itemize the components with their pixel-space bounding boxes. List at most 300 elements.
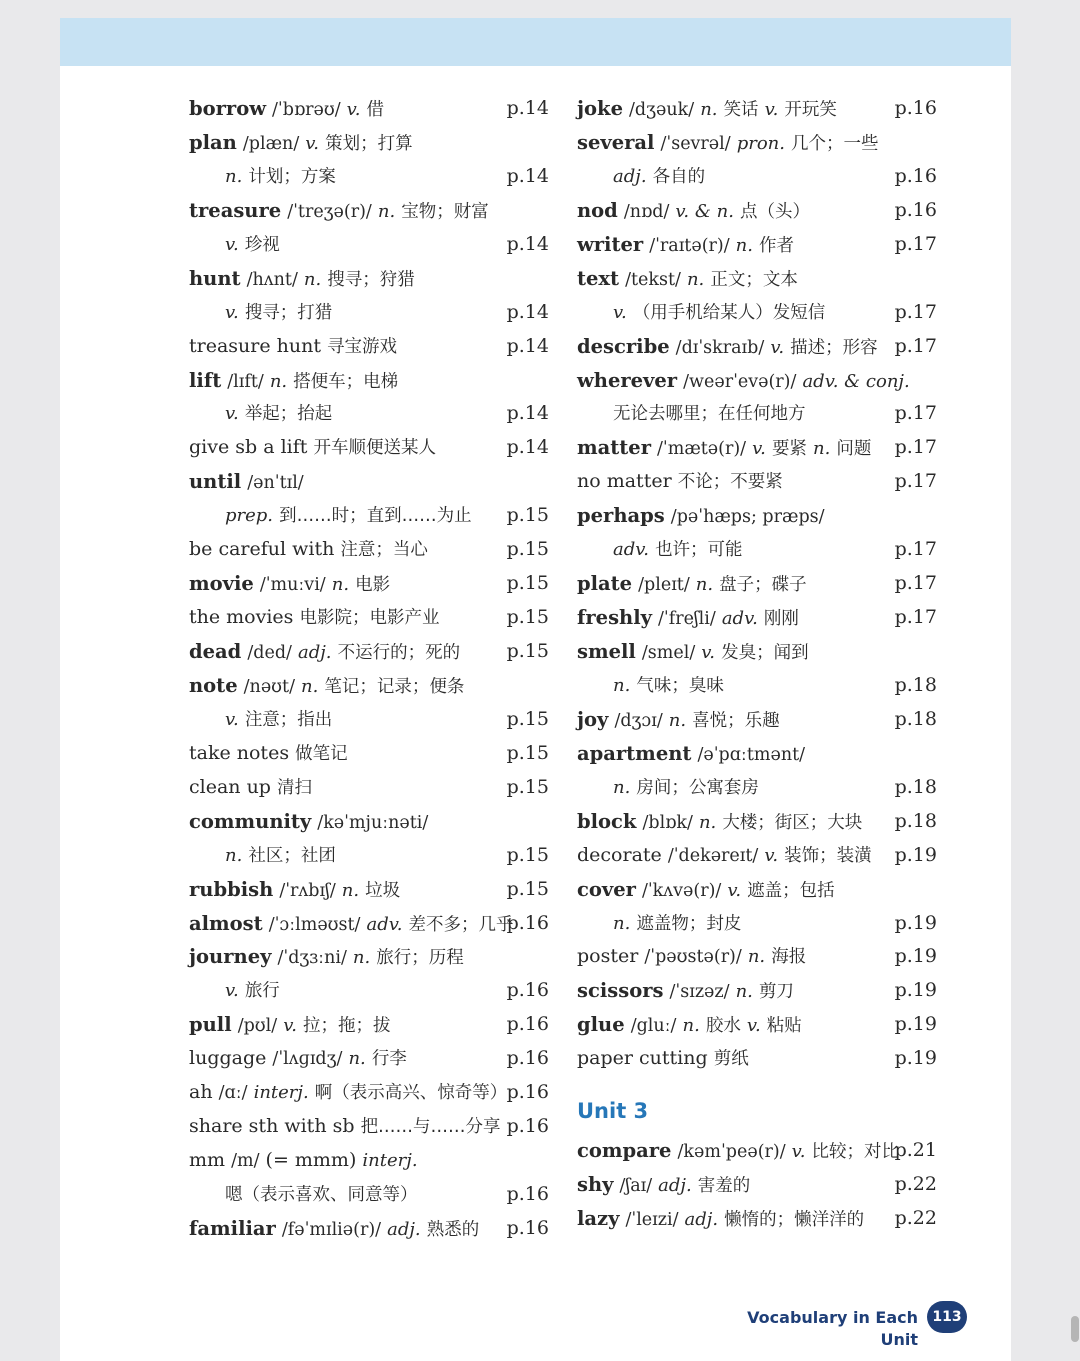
phrase: give sb a lift [189,436,308,459]
chinese-meaning: 清扫 [277,777,313,798]
phonetic: /pʊl/ [237,1016,278,1037]
phonetic: /weərˈevə(r)/ [683,371,797,392]
part-of-speech: v. [225,233,239,255]
entry-text [189,567,390,603]
headword: lift [189,368,222,392]
page-ref: p.15 [506,741,549,764]
entry-text [189,194,489,230]
headword: block [577,809,637,833]
page-ref: p.19 [894,1013,937,1036]
page-ref: p.19 [894,843,937,866]
entry-text [189,1144,418,1179]
entry-text [613,533,743,568]
phonetic: /dɪˈskraɪb/ [675,337,765,358]
headword: lazy [577,1207,620,1231]
part-of-speech: v. [752,438,766,460]
vocab-entry [189,669,549,703]
headword: journey [189,945,272,969]
phonetic: /ˈdʒɜːni/ [277,948,347,969]
page-ref: p.14 [506,97,549,119]
chinese-meaning: 也许；可能 [655,540,743,561]
phonetic: /plæn/ [242,133,300,154]
page-ref: p.19 [894,1047,937,1070]
part-of-speech: adv. & conj. [802,370,910,392]
chinese-meaning: 发臭；闻到 [721,643,809,663]
part-of-speech: n. [668,709,687,731]
page-ref: p.22 [894,1173,937,1196]
chinese-meaning: 正文；文本 [710,269,798,290]
vocab-entry [577,228,937,262]
vocab-entry [577,601,937,635]
chinese-meaning: 拉；拖；拔 [303,1016,391,1037]
entry-text [189,1076,507,1111]
headword: almost [189,911,263,935]
chinese-meaning: 描述；形容 [790,337,878,358]
entry-text [613,160,705,195]
vocab-entry [189,194,549,228]
part-of-speech: n. [303,268,322,290]
phonetic: /ˈkʌvə(r)/ [641,880,722,901]
part-of-speech: v. [791,1141,806,1163]
chinese-meaning: 气味；臭味 [636,675,724,696]
page-ref: p.16 [894,97,937,119]
part-of-speech: adv. [366,913,403,935]
phrase: share sth with sb [189,1115,355,1138]
vocab-entry [189,262,549,296]
phonetic: /ˈtreʒə(r)/ [287,201,372,222]
headword: joy [577,707,609,731]
page-ref: p.22 [894,1207,937,1230]
headword: scissors [577,979,664,1003]
phrase: ah [189,1081,213,1104]
entry-text [189,873,400,909]
chinese-meaning: 剪刀 [758,982,794,1003]
part-of-speech: n. [225,844,243,866]
entry-text [189,1008,391,1044]
page-ref: p.16 [506,911,549,934]
part-of-speech: n. [331,574,350,596]
headword: shy [577,1173,614,1197]
headword: writer [577,232,644,256]
entry-text [189,262,415,298]
part-of-speech: v. [764,99,779,120]
chinese-meaning: 比较；对比 [811,1142,899,1163]
headword: apartment [577,741,692,765]
entry-text [577,839,872,874]
part-of-speech: n. [348,1048,366,1070]
chinese-meaning: 喜悦；乐趣 [692,710,780,731]
vocab-entry [189,1042,549,1076]
vocab-entry [189,465,549,499]
headword: note [189,673,238,697]
part-of-speech: adj. [387,1218,421,1240]
part-of-speech: v. [770,336,785,358]
page-ref: p.15 [506,538,549,561]
part-of-speech: n. [735,234,753,256]
chinese-meaning: 寻宝游戏 [327,336,398,357]
entry-text [189,1212,479,1248]
phrase: clean up [189,775,271,798]
phonetic: /ˈɔːlməʊst/ [268,914,361,935]
phonetic: /kəˈmjuːnəti/ [317,812,429,833]
part-of-speech: adj. [684,1209,719,1231]
part-of-speech: n. [698,811,717,833]
page-ref: p.21 [894,1139,937,1162]
chinese-meaning: 不论；不要紧 [677,472,783,493]
vocab-entry [189,92,549,126]
page-ref: p.14 [506,232,549,255]
vocab-entry [189,601,549,635]
chinese-meaning: 问题 [836,439,872,460]
chinese-meaning: 要紧 [771,439,807,460]
part-of-speech: v. [225,403,239,425]
page-ref: p.14 [506,164,549,187]
vocab-entry [189,126,549,160]
page-ref: p.17 [894,436,937,459]
headword: pull [189,1013,232,1037]
chinese-meaning: 刚刚 [763,609,799,630]
chinese-meaning: 计划；方案 [248,166,336,187]
phonetic: /m/ [231,1151,260,1172]
part-of-speech: v. [613,301,627,323]
headword: compare [577,1139,672,1163]
entry-text [577,737,805,773]
headword: borrow [189,97,266,120]
part-of-speech: n. [747,946,766,968]
phrase: be careful with [189,538,335,561]
vocab-entry [577,907,937,941]
chinese-meaning: 装饰；装潢 [784,845,872,866]
entry-text [613,669,724,704]
headword: dead [189,640,242,663]
part-of-speech: adj. [297,642,332,663]
headword: treasure [189,198,282,222]
part-of-speech: interj. [253,1082,309,1104]
phonetic: /ˈmætə(r)/ [657,439,747,460]
entry-text [189,364,398,400]
phonetic: /ˈsɪzəz/ [669,982,730,1003]
entry-text [189,330,397,365]
vocab-entry [577,1168,937,1202]
vocab-entry [577,567,937,601]
page-ref: p.14 [506,402,549,425]
chinese-meaning: 笑话 [723,100,759,120]
phonetic: /ˈfreʃli/ [658,609,716,630]
header-band [60,18,1011,66]
vocab-entry [577,940,937,974]
entry-text [225,397,332,432]
chinese-meaning: 无论去哪里；在任何地方 [613,404,806,425]
vocab-entry [189,330,549,364]
vocab-entry [577,296,937,330]
phonetic: /fəˈmɪliə(r)/ [281,1219,382,1240]
vocab-entry [189,1212,549,1246]
chinese-meaning: 搜寻；打猎 [244,302,333,323]
part-of-speech: v. [727,879,742,901]
part-of-speech: v. [701,642,716,663]
chinese-meaning: 大楼；街区；大块 [722,812,863,833]
entry-text [577,364,910,400]
part-of-speech: v. [225,980,239,1002]
phonetic: /ˈpəʊstə(r)/ [644,947,742,968]
part-of-speech: n. [613,674,631,696]
page-ref: p.18 [894,809,937,832]
chinese-meaning: 搜寻；狩猎 [327,269,415,290]
entry-text [189,533,428,568]
part-of-speech: adv. [613,539,650,561]
phonetic: /gluː/ [630,1016,677,1037]
entry-text [189,940,464,976]
page-ref: p.18 [894,707,937,730]
vocab-entry [189,499,549,533]
vocab-entry [189,228,549,262]
page-ref: p.14 [506,436,549,459]
page-ref: p.16 [506,979,549,1002]
vocab-entry [577,771,937,805]
chinese-meaning: 做笔记 [295,743,348,764]
phrase: poster [577,945,639,968]
page-ref: p.15 [506,707,549,730]
chinese-meaning: 开玩笑 [784,100,837,120]
page-ref: p.16 [506,1115,549,1138]
vocab-entry [577,92,937,126]
part-of-speech: n. [686,268,705,290]
page-ref: p.16 [506,1047,549,1070]
chinese-meaning: 搭便车；电梯 [293,371,399,392]
chinese-meaning: 策划；打算 [325,133,413,154]
headword: familiar [189,1216,276,1240]
part-of-speech: v. [225,708,239,730]
chinese-meaning: 害羞的 [697,1176,751,1197]
vocab-entry [577,635,937,669]
headword: joke [577,97,623,120]
entry-text [189,635,460,671]
page-ref: p.17 [894,606,937,629]
entry-text [189,669,464,705]
chinese-meaning: 遮盖物；封皮 [636,913,742,934]
chinese-meaning: 不运行的；死的 [337,643,461,663]
phonetic: /dʒəuk/ [629,100,695,120]
vocab-entry [189,397,549,431]
chinese-meaning: 点（头） [739,201,810,222]
vocab-entry [189,771,549,805]
chinese-meaning: 几个；一些 [791,133,879,154]
scrollbar-thumb[interactable] [1071,1316,1079,1342]
entry-text [577,228,794,264]
phonetic: /ˈleɪzi/ [625,1210,679,1231]
headword: plan [189,130,237,154]
page-number-badge: 113 [927,1301,967,1333]
vocab-entry [189,873,549,907]
phrase: take notes [189,741,290,764]
phonetic: /smel/ [641,643,696,663]
page-ref: p.19 [894,911,937,934]
vocab-entry [577,397,937,431]
page-ref: p.17 [894,538,937,561]
vocab-entry [189,805,549,839]
part-of-speech: adv. [721,608,758,630]
chinese-meaning: 珍视 [244,234,280,255]
chinese-meaning: 熟悉的 [426,1219,480,1240]
vocab-entry [189,940,549,974]
entry-text [189,805,428,841]
phonetic: /ˈlʌɡɪdʒ/ [272,1049,343,1070]
entry-text [577,499,825,535]
phonetic: /hʌnt/ [246,269,298,290]
vocab-entry [577,364,937,398]
phonetic: /pleɪt/ [638,575,690,596]
entry-text [189,431,436,466]
chinese-meaning: 剪纸 [713,1049,749,1070]
phonetic: /kəmˈpeə(r)/ [677,1142,786,1163]
chinese-meaning: 海报 [771,947,807,968]
entry-text [189,1110,501,1145]
page-ref: p.19 [894,979,937,1002]
entry-text [189,737,348,772]
part-of-speech: n. [735,981,753,1003]
vocab-entry [577,262,937,296]
entry-text [577,635,809,671]
entry-text [613,771,759,806]
entry-text [225,160,336,195]
headword: smell [577,640,636,663]
vocab-entry [577,1008,937,1042]
vocab-entry [189,839,549,873]
chinese-meaning: 行李 [371,1049,407,1070]
chinese-meaning: 举起；抬起 [244,404,333,425]
entry-text [577,330,878,366]
entry-text [577,126,879,162]
page-ref: p.17 [894,300,937,323]
vocab-entry [577,465,937,499]
entry-text [577,601,799,637]
page-ref: p.16 [506,1081,549,1104]
part-of-speech: n. [301,675,319,697]
phonetic: /tekst/ [625,269,681,290]
entry-text [577,1042,749,1077]
vocab-entry [189,160,549,194]
vocab-entry [189,533,549,567]
chinese-meaning: 电影 [355,575,391,596]
part-of-speech: v. [283,1015,297,1037]
phrase: mm [189,1149,226,1172]
phrase: the movies [189,606,294,629]
chinese-meaning: 借 [366,100,384,120]
entry-text [225,499,472,534]
part-of-speech: n. [341,879,360,901]
entry-text [577,92,837,128]
vocab-entry [189,974,549,1008]
page-ref: p.15 [506,877,549,900]
vocab-entry [189,296,549,330]
headword: until [189,470,242,494]
headword: several [577,130,655,154]
headword: movie [189,572,254,596]
page-ref: p.17 [894,334,937,357]
part-of-speech: n. [695,574,714,596]
chinese-meaning: 粘贴 [766,1016,802,1037]
phrase: treasure hunt [189,334,321,357]
entry-text [189,465,304,501]
entry-text [577,974,794,1010]
headword: nod [577,198,618,222]
page-ref: p.15 [506,572,549,595]
entry-text [577,262,798,298]
chinese-meaning: 旅行；历程 [376,948,464,969]
headword: glue [577,1013,625,1037]
phonetic: /ɑː/ [218,1083,248,1104]
entry-text [225,296,332,331]
phonetic: /ˈbɒrəʊ/ [272,100,341,120]
phonetic: /nəʊt/ [243,676,295,697]
phrase: decorate [577,843,662,866]
chinese-meaning: 啊（表示高兴、惊奇等） [314,1083,508,1104]
headword: text [577,266,620,290]
vocab-entry [577,737,937,771]
page-ref: p.16 [894,164,937,187]
vocab-column-right [577,92,937,1236]
vocab-entry [577,974,937,1008]
page-ref: p.18 [894,775,937,798]
entry-text [613,907,741,942]
page-ref: p.16 [506,1216,549,1239]
entry-text [577,567,807,603]
entry-text [577,873,835,909]
headword: plate [577,572,633,596]
page-ref: p.19 [894,945,937,968]
page-ref: p.17 [894,232,937,255]
chinese-meaning: 把……与……分享 [360,1117,501,1138]
entry-text [577,940,806,975]
page-ref: p.17 [894,470,937,493]
phonetic: /ʃaɪ/ [619,1176,653,1197]
part-of-speech: n. [269,370,288,392]
vocab-entry [189,907,549,941]
vocab-entry [189,1144,549,1178]
page-ref: p.15 [506,775,549,798]
vocab-entry [189,1076,549,1110]
entry-text [577,194,810,230]
page-ref: p.14 [506,334,549,357]
chinese-meaning: 社区；社团 [248,845,336,866]
headword: perhaps [577,504,665,528]
chinese-meaning: 旅行 [244,981,280,1002]
part-of-speech: v. [305,132,320,154]
entry-text [189,1042,407,1077]
chinese-meaning: 遮盖；包括 [747,880,835,901]
vocab-entry [577,1202,937,1236]
part-of-speech: adj. [613,165,647,187]
entry-text [225,974,280,1009]
vocab-entry [577,330,937,364]
chinese-meaning: 注意；当心 [340,540,428,561]
vocab-entry [189,567,549,601]
chinese-meaning: 宝物；财富 [401,201,489,222]
page-ref: p.17 [894,402,937,425]
entry-text [577,465,783,500]
page-ref: p.18 [894,673,937,696]
phonetic: /dʒɔɪ/ [614,710,663,731]
phonetic: /ˈrʌbɪʃ/ [279,880,336,901]
part-of-speech: prep. [225,505,274,527]
chinese-meaning: 嗯（表示喜欢、同意等） [225,1185,418,1205]
vocab-entry [577,499,937,533]
phonetic: /ˈdekəreɪt/ [667,845,759,866]
part-of-speech: v. [746,1015,761,1037]
phonetic: /ənˈtɪl/ [247,473,304,494]
headword: freshly [577,606,652,630]
phrase: luggage [189,1047,267,1070]
